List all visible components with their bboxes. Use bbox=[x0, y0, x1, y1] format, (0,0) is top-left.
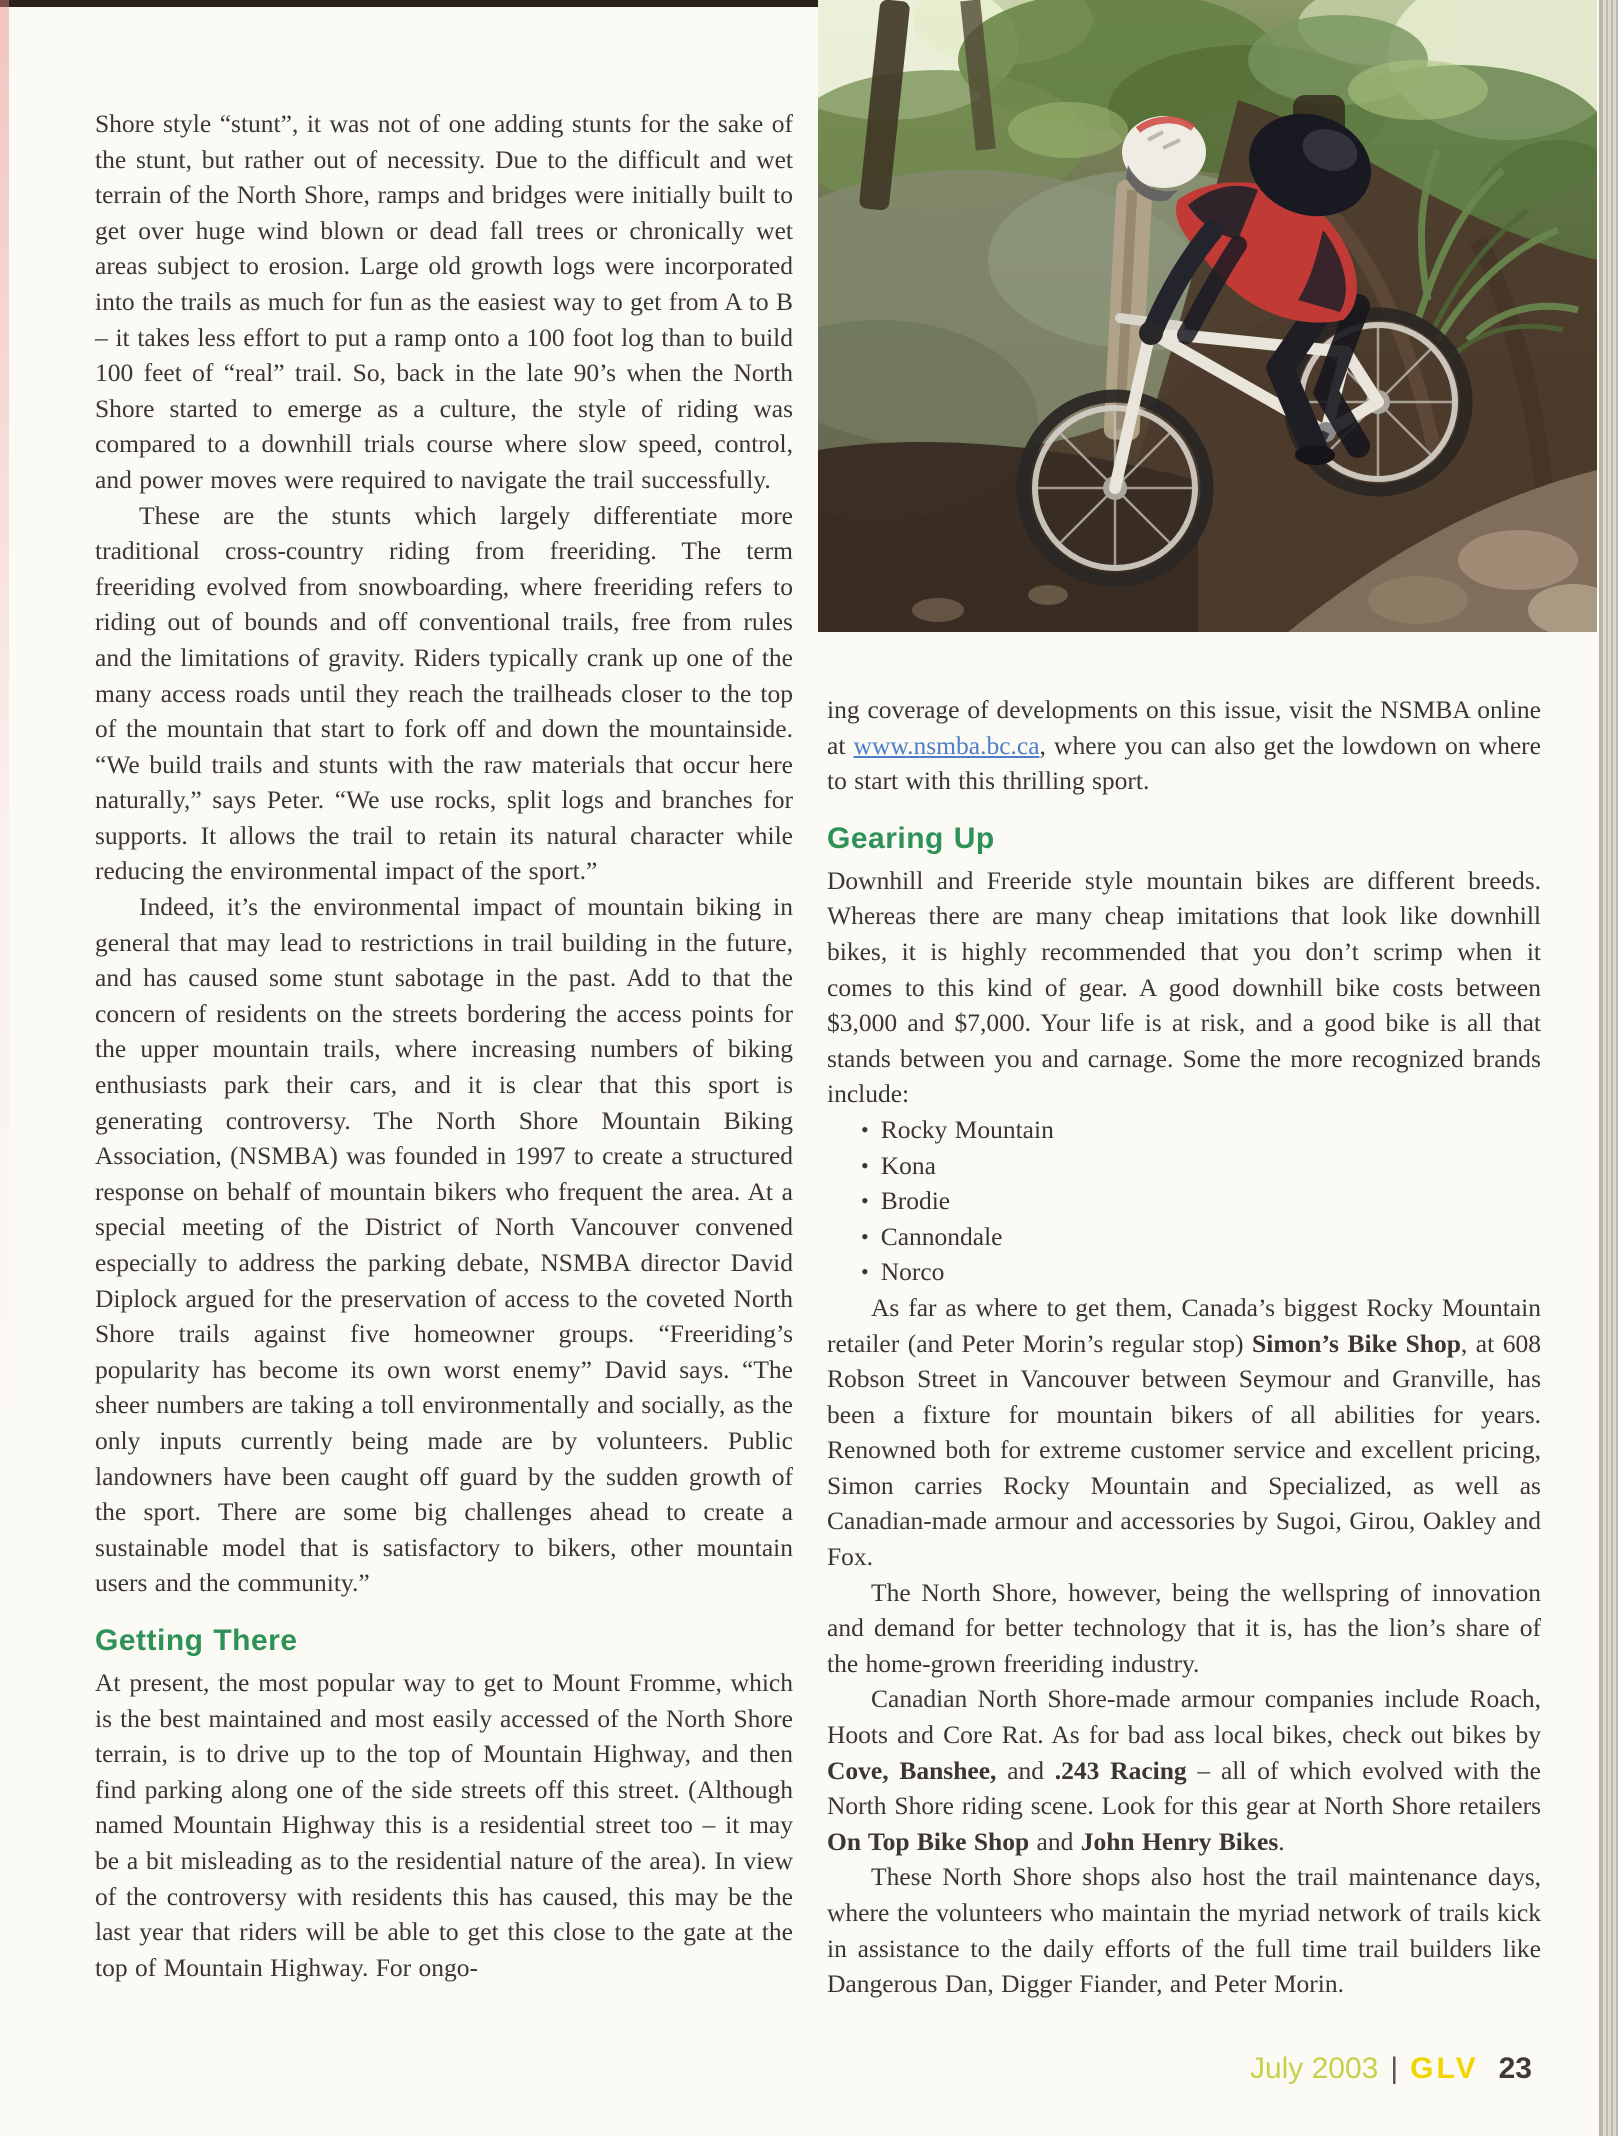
paragraph-text: Canadian North Shore-made armour companies include Roach, Hoots and Core Rat. As for bad ass local bikes, check out bikes by bbox=[827, 1684, 1541, 1750]
brand-name: Brodie bbox=[880, 1186, 951, 1216]
brand-list bbox=[827, 1112, 1541, 1290]
nsmba-link[interactable]: www.nsmba.bc.ca bbox=[853, 730, 1040, 760]
bold-on-top-bike-shop: On Top Bike Shop bbox=[827, 1826, 1030, 1856]
magazine-logo: GLV bbox=[1410, 2052, 1479, 2085]
page-footer bbox=[1250, 2052, 1532, 2086]
paragraph-text: , at 608 Robson Street in Vancouver between Seymour and Granville, has been a fixture for mountain bikers of all abilities for years. Renowned both for extreme customer service and excellent pricing, Simon carries Rocky Mountain and Specialized, as well as Canadian-made armour and accessories by Sugoi, Girou, Oakley and Fox. bbox=[827, 1328, 1541, 1572]
paragraph-text: – all of which evolved with the North Shore riding scene. Look for this gear at North Shore retailers bbox=[827, 1755, 1541, 1821]
paragraph-text: As far as where to get them, Canada’s biggest Rocky Mountain retailer (and Peter Morin’s regular stop) bbox=[827, 1292, 1541, 1358]
brand-list-item bbox=[827, 1112, 1541, 1148]
brand-list-item bbox=[827, 1219, 1541, 1255]
bullet-icon: • bbox=[861, 1188, 869, 1214]
section-heading-getting-there: Getting There bbox=[95, 1623, 298, 1657]
paragraph-simons-bike-shop bbox=[827, 1290, 1541, 1575]
brand-name: Kona bbox=[880, 1150, 936, 1180]
paragraph-trail-maintenance: These North Shore shops also host the trail maintenance days, where the volunteers who maintain the myriad network of trails kick in assistance to the daily efforts of the full time trail builders like Dangerous Dan, Digger Fiander, and Peter Morin. bbox=[827, 1862, 1541, 1999]
trail-photo-illustration bbox=[818, 0, 1597, 632]
paragraph-freeriding-definition: These are the stunts which largely differentiate more traditional cross-country riding from freeriding. The term freeriding evolved from snowboarding, where freeriding refers to riding out of bounds and off conventional trails, free from rules and the limitations of gravity. Riders typically crank up one of the many access roads until they reach the trailheads closer to the top of the mountain that start to fork off and down the mountainside. “We build trails and stunts with the raw materials that occur here naturally,” says Peter. “We use rocks, split logs and branches for supports. It allows the trail to retain its natural character while reducing the environmental impact of the sport.” bbox=[95, 500, 793, 886]
bullet-icon: • bbox=[861, 1152, 869, 1178]
brand-list-item bbox=[827, 1148, 1541, 1184]
footer-separator: | bbox=[1390, 2052, 1399, 2085]
paragraph-local-brands bbox=[827, 1681, 1541, 1859]
brand-list-item bbox=[827, 1254, 1541, 1290]
bold-cove-banshee: Cove, Banshee, bbox=[827, 1755, 997, 1785]
paragraph-getting-there: At present, the most popular way to get to Mount Fromme, which is the best maintained and most easily accessed of the North Shore terrain, is to drive up to the top of Mountain Highway, and then find parking along one of the side streets off this street. (Although named Mountain Highway this is a residential street too – it may be a bit misleading as to the residential nature of the area). In view of the controversy with residents this has caused, this may be the last year that riders will be able to get this close to the gate at the top of Mountain Highway. For ongo- bbox=[95, 1667, 793, 1982]
bullet-icon: • bbox=[861, 1259, 869, 1285]
paragraph-innovation: The North Shore, however, being the wellspring of innovation and demand for better technology that it is, has the lion’s share of the home-grown freeriding industry. bbox=[827, 1577, 1541, 1678]
paragraph-text: . bbox=[1278, 1826, 1285, 1856]
bullet-icon: • bbox=[861, 1116, 869, 1142]
scan-edge-right bbox=[1599, 0, 1618, 2136]
page-number: 23 bbox=[1498, 2052, 1532, 2085]
issue-date: July 2003 bbox=[1249, 2052, 1379, 2085]
right-column bbox=[827, 692, 1541, 2002]
brand-name: Cannondale bbox=[880, 1221, 1003, 1251]
scan-edge-top bbox=[0, 0, 818, 7]
paragraph-nsmba-link bbox=[827, 692, 1541, 799]
paragraph-text: ing coverage of developments on this issue, visit the NSMBA online at bbox=[827, 695, 1541, 760]
scan-edge-left bbox=[0, 0, 9, 1500]
paragraph-text: and bbox=[996, 1755, 1055, 1785]
brand-name: Rocky Mountain bbox=[880, 1114, 1054, 1144]
bold-john-henry-bikes: John Henry Bikes bbox=[1080, 1826, 1279, 1856]
bullet-icon: • bbox=[861, 1223, 869, 1249]
brand-name: Norco bbox=[880, 1257, 945, 1287]
paragraph-text: , where you can also get the lowdown on where to start with this thrilling sport. bbox=[827, 730, 1541, 796]
paragraph-text: and bbox=[1029, 1826, 1081, 1856]
paragraph-bike-costs: Downhill and Freeride style mountain bikes are different breeds. Whereas there are many cheap imitations that look like downhill bikes, it is highly recommended that you don’t scrimp when it comes to this kind of gear. A good downhill bike costs between $3,000 and $7,000. Your life is at risk, and a good bike is all that stands between you and carnage. Some the more recognized brands include: bbox=[827, 865, 1541, 1109]
paragraph-environmental-impact: Indeed, it’s the environmental impact of mountain biking in general that may lead to restrictions in trail building in the future, and has caused some stunt sabotage in the past. Add to that the concern of residents on the streets bordering the access points for the upper mountain trails, where increasing numbers of biking enthusiasts park their cars, and it is clear that this sport is generating controversy. The North Shore Mountain Biking Association, (NSMBA) was founded in 1997 to create a structured response on behalf of mountain bikers who frequent the area. At a special meeting of the District of North Vancouver convened especially to address the parking debate, NSMBA director David Diplock argued for the preservation of access to the coveted North Shore trails against five homeowner groups. “Freeriding’s popularity has become its own worst enemy” David says. “The sheer numbers are taking a toll environmentally and socially, as the only inputs currently being made are by volunteers. Public landowners have been caught off guard by the sudden growth of the sport. There are some big challenges ahead to create a sustainable model that is satisfactory to bikers, other mountain users and the community.” bbox=[95, 892, 793, 1598]
brand-list-item bbox=[827, 1183, 1541, 1219]
bold-simons-bike-shop: Simon’s Bike Shop bbox=[1252, 1328, 1461, 1358]
paragraph-stunts-origin: Shore style “stunt”, it was not of one adding stunts for the sake of the stunt, but rather out of necessity. Due to the difficult and wet terrain of the North Shore, ramps and bridges were initially built to get over huge wind blown or dead fall trees or chronically wet areas subject to erosion. Large old growth logs were incorporated into the trails as much for fun as the easiest way to get from A to B – it takes less effort to put a ramp onto a 100 foot log than to build 100 feet of “real” trail. So, back in the late 90’s when the North Shore started to emerge as a culture, the style of riding was compared to a downhill trials course where slow speed, control, and power moves were required to navigate the trail successfully. bbox=[95, 109, 793, 494]
trail-photo bbox=[818, 0, 1597, 632]
section-heading-gearing-up: Gearing Up bbox=[827, 821, 995, 855]
bold-243-racing: .243 Racing bbox=[1054, 1755, 1187, 1785]
left-column bbox=[95, 106, 793, 1985]
